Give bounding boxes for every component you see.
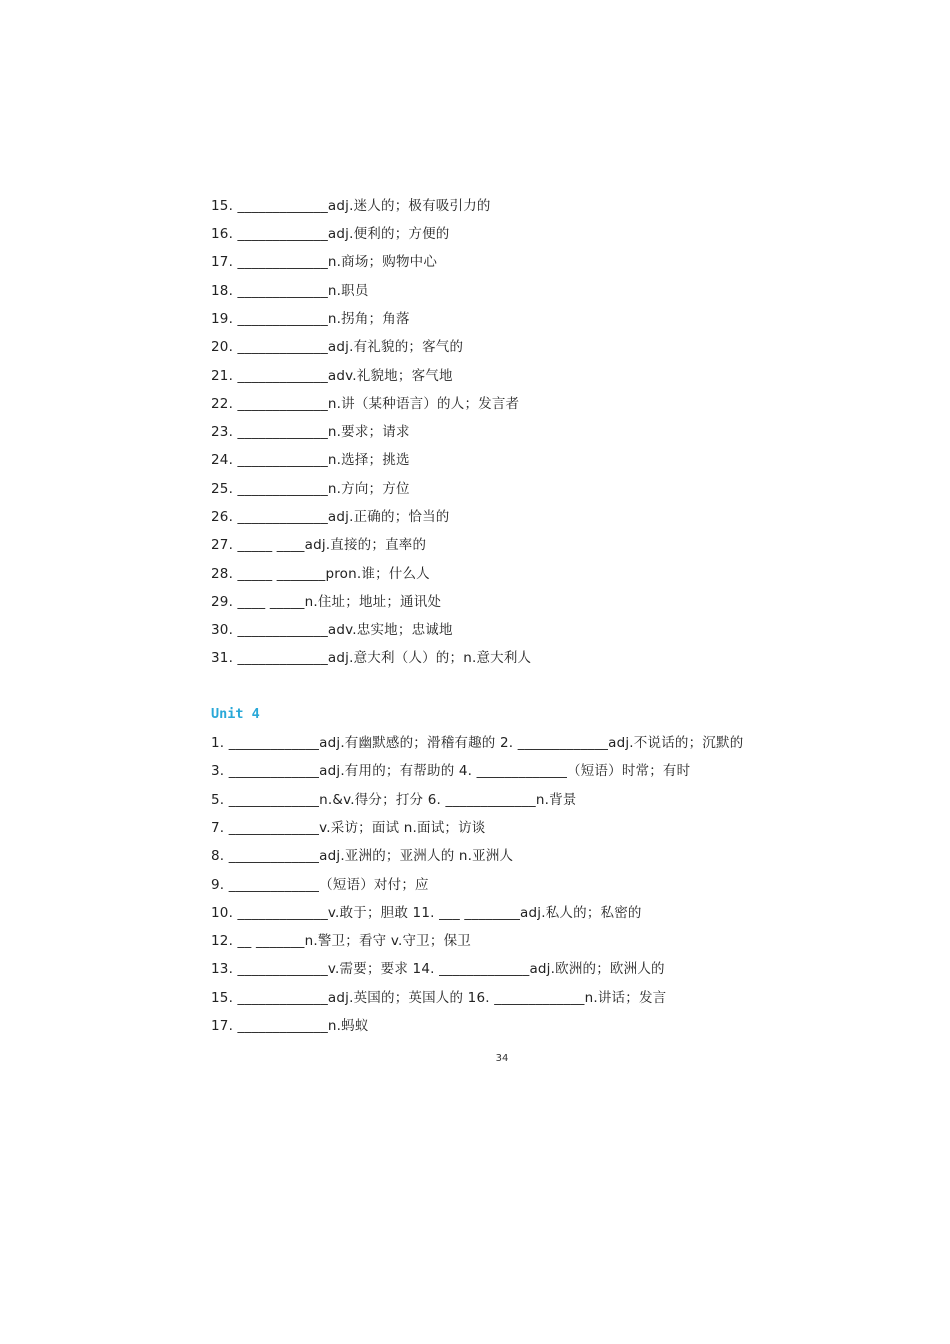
unit4-line-6: 9. _____________（短语）对付；应 xyxy=(211,877,429,893)
vocab-item-25: 25. _____________n.方向；方位 xyxy=(211,481,410,497)
vocab-item-22: 22. _____________n.讲（某种语言）的人；发言者 xyxy=(211,396,520,412)
vocab-item-30: 30. _____________adv.忠实地；忠诚地 xyxy=(211,622,453,638)
unit4-line-11: 17. _____________n.蚂蚁 xyxy=(211,1018,369,1034)
unit4-line-9: 13. _____________v.需要；要求 14. _____________adj.欧洲的；欧洲人的 xyxy=(211,961,665,977)
vocab-item-20: 20. _____________adj.有礼貌的；客气的 xyxy=(211,339,464,355)
vocab-item-31: 31. _____________adj.意大利（人）的；n.意大利人 xyxy=(211,650,532,666)
vocab-item-15: 15. _____________adj.迷人的；极有吸引力的 xyxy=(211,198,491,214)
unit4-line-5: 8. _____________adj.亚洲的；亚洲人的 n.亚洲人 xyxy=(211,848,514,864)
vocab-item-26: 26. _____________adj.正确的；恰当的 xyxy=(211,509,450,525)
unit4-line-3: 5. _____________n.&v.得分；打分 6. _____________n.背景 xyxy=(211,792,577,808)
vocab-item-28: 28. _____ _______pron.谁；什么人 xyxy=(211,566,430,582)
unit4-line-1: 1. _____________adj.有幽默感的；滑稽有趣的 2. _____________adj.不说话的；沉默的 xyxy=(211,735,744,751)
unit4-line-4: 7. _____________v.采访；面试 n.面试；访谈 xyxy=(211,820,486,836)
vocab-item-27: 27. _____ ____adj.直接的；直率的 xyxy=(211,537,427,553)
unit-heading: Unit 4 xyxy=(211,706,260,722)
unit4-line-10: 15. _____________adj.英国的；英国人的 16. _____________n.讲话；发言 xyxy=(211,990,667,1006)
page-number: 34 xyxy=(495,1053,509,1064)
vocab-item-21: 21. _____________adv.礼貌地；客气地 xyxy=(211,368,453,384)
vocab-item-29: 29. ____ _____n.住址；地址；通讯处 xyxy=(211,594,442,610)
unit4-line-8: 12. __ _______n.警卫；看守 v.守卫；保卫 xyxy=(211,933,471,949)
vocab-item-18: 18. _____________n.职员 xyxy=(211,283,369,299)
vocab-item-17: 17. _____________n.商场；购物中心 xyxy=(211,254,438,270)
unit4-line-7: 10. _____________v.敢于；胆敢 11. ___ ________adj.私人的；私密的 xyxy=(211,905,642,921)
vocab-item-24: 24. _____________n.选择；挑选 xyxy=(211,452,410,468)
vocab-item-19: 19. _____________n.拐角；角落 xyxy=(211,311,410,327)
vocab-item-23: 23. _____________n.要求；请求 xyxy=(211,424,410,440)
unit4-line-2: 3. _____________adj.有用的；有帮助的 4. _____________（短语）时常；有时 xyxy=(211,763,691,779)
vocab-item-16: 16. _____________adj.便利的；方便的 xyxy=(211,226,450,242)
